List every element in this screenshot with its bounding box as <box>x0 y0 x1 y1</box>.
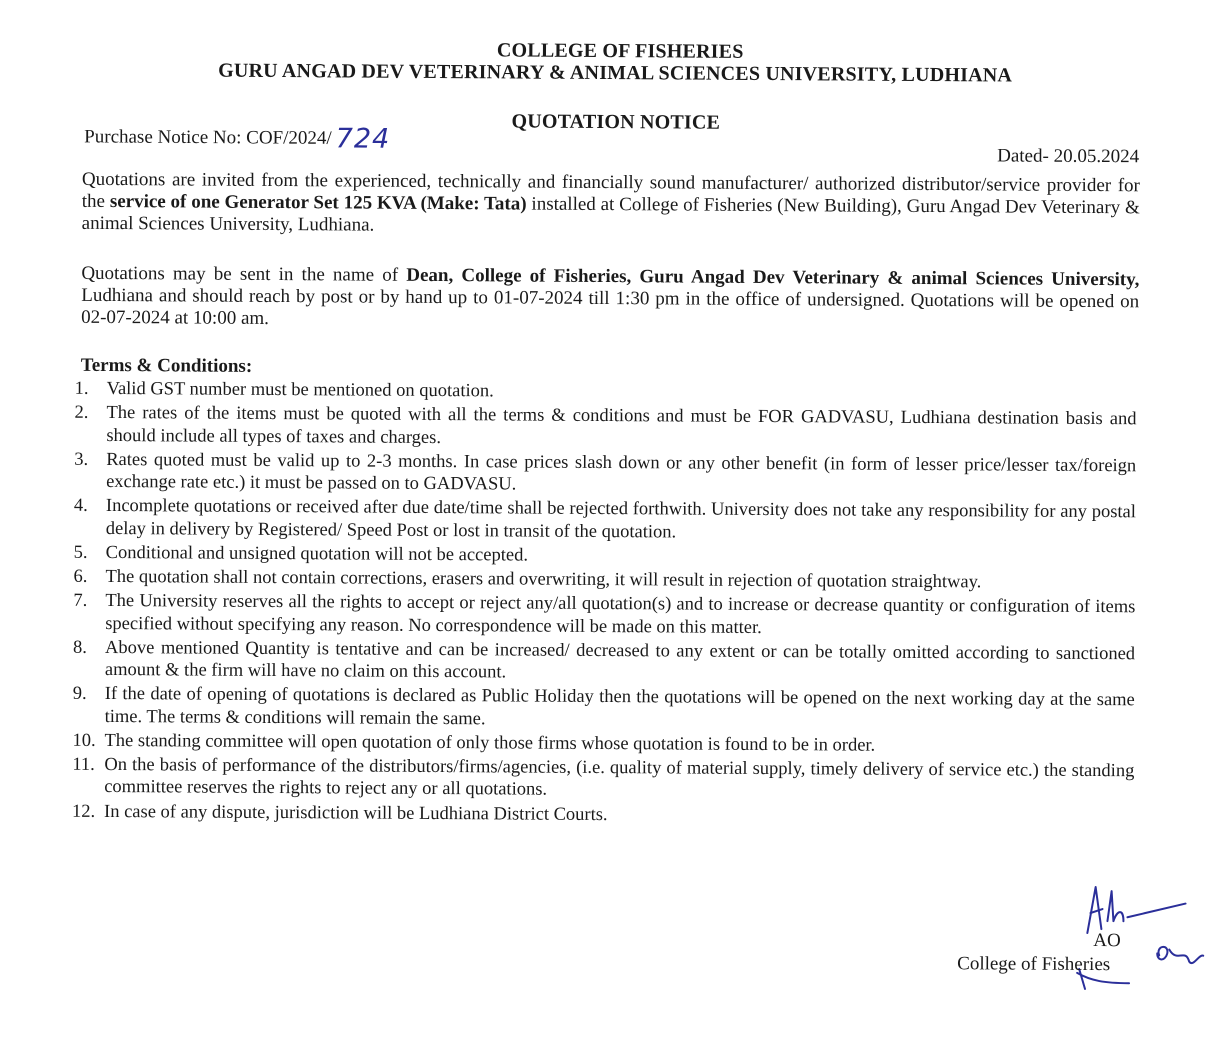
terms-item-text: Valid GST number must be mentioned on quotation. <box>106 378 494 402</box>
invitation-text-1: Quotations are invited from the experienced, technically and financially sound manufacturer/ authorized distributor/service provider for the <box>81 168 1140 213</box>
signatory-designation: AO <box>1093 930 1121 952</box>
terms-item <box>73 590 1135 641</box>
notice-date: Dated- 20.05.2024 <box>997 145 1140 168</box>
invitation-paragraph <box>82 169 1140 241</box>
college-name: COLLEGE OF FISHERIES <box>496 39 744 63</box>
terms-item <box>73 683 1135 734</box>
terms-item-number: 12. <box>72 801 96 822</box>
terms-item-number: 2. <box>74 402 89 423</box>
terms-item-number: 1. <box>74 378 89 399</box>
terms-item-number: 9. <box>72 684 87 705</box>
terms-item-text: Incomplete quotations or received after due date/time shall be rejected forthwith. University does not take any responsibility for any postal delay in delivery by Registered/ Speed Post or lost in transit of the quotation. <box>105 496 1136 543</box>
terms-item <box>74 448 1136 499</box>
university-name: GURU ANGAD DEV VETERINARY & ANIMAL SCIENCES UNIVERSITY, LUDHIANA <box>218 59 1013 87</box>
terms-item-number: 3. <box>74 449 89 470</box>
terms-list <box>72 378 1137 831</box>
handwritten-notice-number: 724 <box>335 123 391 155</box>
purchase-notice-label: Purchase Notice No: COF/2024/ <box>84 126 332 149</box>
submission-paragraph <box>81 263 1139 335</box>
notice-title: QUOTATION NOTICE <box>511 110 721 134</box>
terms-item-text: The University reserves all the rights to accept or reject any/all quotation(s) and to increase or decrease quantity or configuration of items specified without specifying any reason. No correspondence will be made on this matter. <box>105 591 1136 638</box>
terms-item-text: Rates quoted must be valid up to 2-3 months. In case prices slash down or any other benefit (in form of lesser price/lesser tax/foreign exchange rate etc.) it must be passed on to GADVASU. <box>106 449 1137 495</box>
terms-item <box>72 800 1134 829</box>
terms-item <box>74 495 1136 546</box>
terms-item-text: If the date of opening of quotations is declared as Public Holiday then the quotations will be opened on the next working day at the same time. The terms & conditions will remain the same. <box>104 684 1135 730</box>
submission-addressee-bold: Dean, College of Fisheries, Guru Angad Dev Veterinary & animal Sciences University, <box>406 264 1140 291</box>
terms-item-number: 10. <box>72 730 96 751</box>
terms-item <box>72 754 1134 805</box>
terms-item-number: 11. <box>72 754 95 775</box>
terms-item-text: The quotation shall not contain corrections, erasers and overwriting, it will result in rejection of quotation straightway. <box>105 566 982 593</box>
handwritten-signature <box>1057 873 1208 1004</box>
terms-item-text: The rates of the items must be quoted with all the terms & conditions and must be FOR GADVASU, Ludhiana destination basis and should include all types of taxes and charges. <box>106 403 1137 448</box>
purchase-notice-number <box>84 122 390 155</box>
terms-item-text: Conditional and unsigned quotation will not be accepted. <box>105 542 529 566</box>
terms-item-number: 8. <box>73 637 88 658</box>
submission-text-1: Quotations may be sent in the name of <box>81 262 407 286</box>
terms-heading: Terms & Conditions: <box>80 354 253 377</box>
terms-item-text: In case of any dispute, jurisdiction will be Ludhiana District Courts. <box>104 801 608 825</box>
terms-item-number: 5. <box>73 542 88 563</box>
terms-item <box>74 402 1136 453</box>
invitation-text-2: installed at College of Fisheries (New Building), Guru Angad Dev Veterinary & animal Sciences University, Ludhiana. <box>81 193 1140 236</box>
terms-item <box>73 636 1135 687</box>
terms-item-text: On the basis of performance of the distributors/firms/agencies, (i.e. quality of material supply, timely delivery of service etc.) the standing committee reserves the rights to reject any or all quotations. <box>104 754 1135 801</box>
signatory-office: College of Fisheries <box>957 953 1111 976</box>
invitation-service-bold: service of one Generator Set 125 KVA (Make: Tata) <box>109 191 527 215</box>
terms-item-number: 7. <box>73 590 88 611</box>
terms-item-text: The standing committee will open quotation of only those firms whose quotation is found to be in order. <box>104 730 876 756</box>
terms-item-number: 6. <box>73 566 88 587</box>
terms-item-text: Above mentioned Quantity is tentative and can be increased/ decreased to any extent or can be totally omitted according to sanctioned amount & the firm will have no claim on this account. <box>104 637 1136 683</box>
submission-text-2: Ludhiana and should reach by post or by hand up to 01-07-2024 till 1:30 pm in the office of undersigned. Quotations will be opened on 02-07-2024 at 10:00 am. <box>81 284 1140 329</box>
terms-item-number: 4. <box>73 496 88 517</box>
